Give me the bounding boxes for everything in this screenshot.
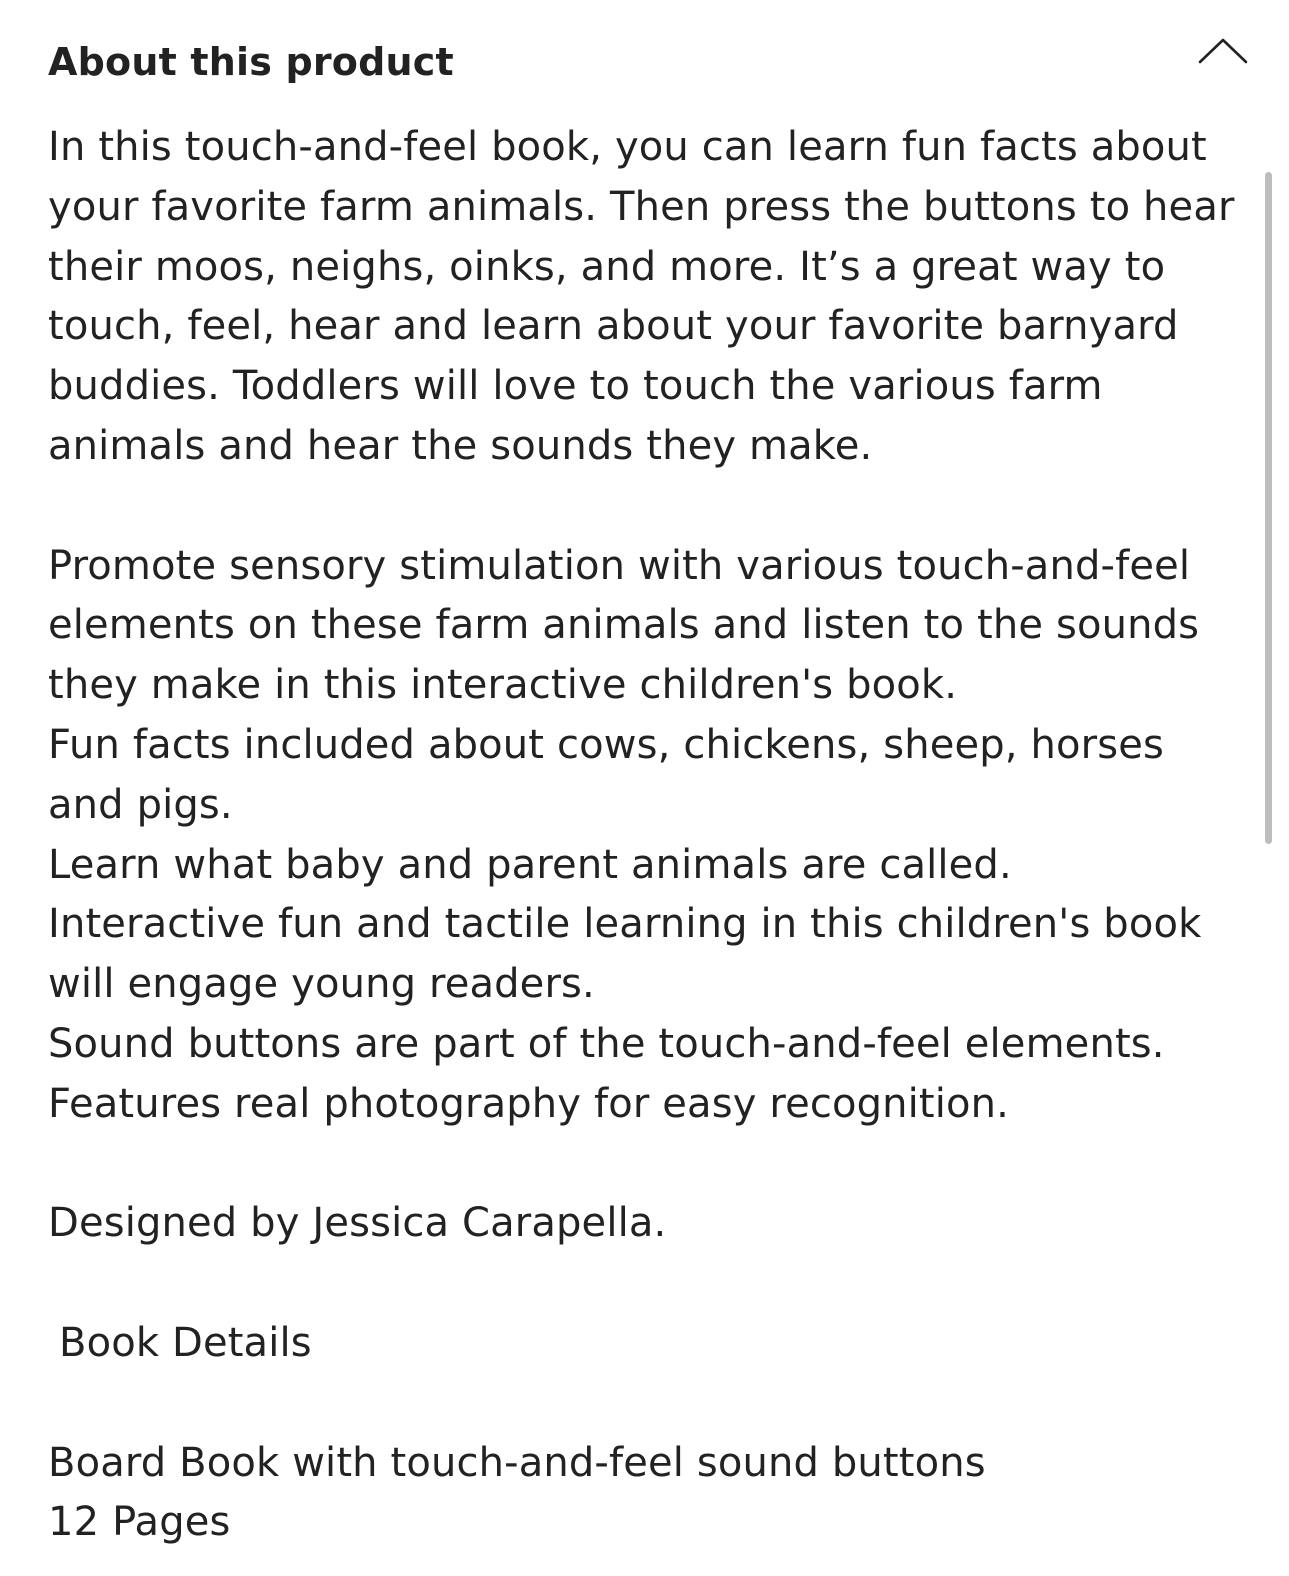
paragraph-spacer: [48, 1254, 1238, 1314]
description-features: Promote sensory stimulation with various touch-and-feel elements on these farm animals and listen to the sounds they make in this interactive children's book. Fun facts included about cows, chickens, sheep, horses and pigs. Learn what baby and parent animals are called. Interactive fun and tactile learning in this children's book will engage young readers. Sound buttons are part of the touch-and-feel elements. Features real photography for easy recognition.: [48, 542, 1202, 1127]
collapse-button[interactable]: [1192, 36, 1248, 88]
designer-credit: Designed by Jessica Carapella.: [48, 1200, 667, 1247]
section-title: About this product: [48, 40, 454, 84]
chevron-up-icon: [1198, 36, 1248, 66]
description-intro: In this touch-and-feel book, you can learn fun facts about your favorite farm animals. Then press the buttons to hear their moos, neighs, oinks, and more. It’s a great way to touch, feel, hear and learn about your favorite barnyard buddies. Toddlers will love to touch the various farm animals and hear the sounds they make.: [48, 124, 1235, 469]
paragraph-spacer: [48, 1135, 1238, 1195]
section-header[interactable]: [48, 36, 1248, 92]
book-details-list: Board Book with touch-and-feel sound buttons 12 Pages: [48, 1439, 986, 1546]
description-scroll-area[interactable]: [48, 118, 1238, 1576]
paragraph-spacer: [48, 1374, 1238, 1434]
scrollbar-thumb[interactable]: [1265, 172, 1272, 844]
book-details-heading: Book Details: [59, 1319, 312, 1366]
paragraph-spacer: [48, 477, 1238, 537]
